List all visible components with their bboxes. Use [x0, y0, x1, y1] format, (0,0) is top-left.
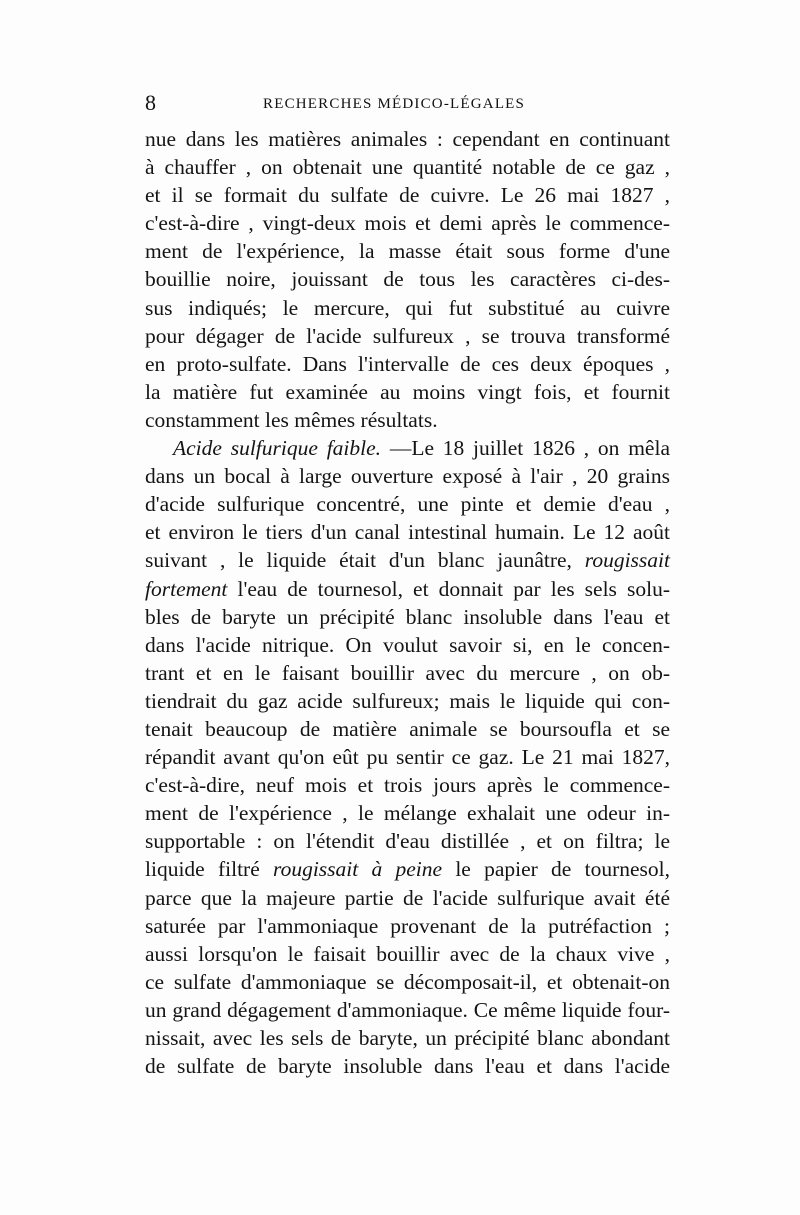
- text-segment: trant et en le faisant bouillir avec du mercure , on ob-: [145, 660, 670, 685]
- text-line: [145, 406, 670, 434]
- text-segment: en proto-sulfate. Dans l'intervalle de ces deux époques ,: [145, 351, 670, 376]
- text-line: [145, 855, 670, 883]
- text-line: [145, 125, 670, 153]
- text-line: [145, 631, 670, 659]
- page-header: [145, 90, 670, 120]
- text-segment: c'est-à-dire , vingt-deux mois et demi après le commence-: [145, 211, 670, 236]
- text-segment: c'est-à-dire, neuf mois et trois jours après le commence-: [145, 773, 670, 798]
- text-segment: liquide filtré: [145, 857, 274, 882]
- text-segment: suivant , le liquide était d'un blanc jaunâtre,: [145, 548, 585, 573]
- text-segment: bouillie noire, jouissant de tous les caractères ci-des-: [145, 267, 670, 292]
- text-line: [145, 434, 670, 462]
- text-line: [145, 378, 670, 406]
- text-line: [145, 350, 670, 378]
- text-line: [145, 153, 670, 181]
- text-segment: répandit avant qu'on eût pu sentir ce gaz. Le 21 mai 1827,: [145, 745, 670, 770]
- text-segment: —Le 18 juillet 1826 , on mêla: [381, 436, 670, 461]
- text-segment: parce que la majeure partie de l'acide sulfurique avait été: [145, 885, 670, 910]
- text-line: [145, 687, 670, 715]
- text-line: [145, 603, 670, 631]
- text-line: [145, 1052, 670, 1080]
- text-segment: supportable : on l'étendit d'eau distillée , et on filtra; le: [145, 829, 670, 854]
- italic-text: rougissait: [584, 548, 670, 573]
- text-line: [145, 546, 670, 574]
- text-line: [145, 912, 670, 940]
- text-segment: nue dans les matières animales : cependant en continuant: [145, 127, 670, 151]
- text-line: [145, 294, 670, 322]
- text-line: [145, 996, 670, 1024]
- text-segment: le papier de tournesol,: [442, 857, 670, 882]
- text-segment: de sulfate de baryte insoluble dans l'eau et dans l'acide: [145, 1054, 670, 1079]
- text-line: [145, 462, 670, 490]
- text-line: [145, 743, 670, 771]
- text-line: [145, 237, 670, 265]
- text-line: [145, 884, 670, 912]
- text-line: [145, 659, 670, 687]
- text-line: [145, 518, 670, 546]
- running-title: RECHERCHES MÉDICO-LÉGALES: [263, 96, 526, 112]
- text-line: [145, 209, 670, 237]
- text-segment: ment de l'expérience , le mélange exhalait une odeur in-: [145, 801, 670, 826]
- text-line: [145, 575, 670, 603]
- text-segment: ment de l'expérience, la masse était sous forme d'une: [145, 239, 670, 264]
- text-segment: pour dégager de l'acide sulfureux , se trouva transformé: [145, 323, 670, 348]
- text-line: [145, 715, 670, 743]
- body-text: [145, 125, 670, 1080]
- text-segment: d'acide sulfurique concentré, une pinte et demie d'eau ,: [145, 492, 670, 517]
- text-segment: sus indiqués; le mercure, qui fut substitué au cuivre: [145, 295, 670, 320]
- text-segment: l'eau de tournesol, et donnait par les sels solu-: [227, 576, 670, 601]
- text-line: [145, 968, 670, 996]
- text-segment: la matière fut examinée au moins vingt fois, et fournit: [145, 379, 670, 404]
- text-line: [145, 322, 670, 350]
- text-line: [145, 490, 670, 518]
- text-segment: aussi lorsqu'on le faisait bouillir avec de la chaux vive ,: [145, 941, 670, 966]
- text-line: [145, 940, 670, 968]
- text-segment: tenait beaucoup de matière animale se boursoufla et se: [145, 716, 670, 741]
- text-segment: constamment les mêmes résultats.: [145, 407, 438, 432]
- text-segment: un grand dégagement d'ammoniaque. Ce même liquide four-: [145, 997, 670, 1022]
- text-line: [145, 827, 670, 855]
- italic-text: Acide sulfurique faible.: [173, 436, 382, 461]
- text-segment: et environ le tiers d'un canal intestinal humain. Le 12 août: [145, 520, 670, 545]
- text-line: [145, 265, 670, 293]
- text-line: [145, 771, 670, 799]
- italic-text: fortement: [145, 576, 228, 601]
- text-line: [145, 799, 670, 827]
- text-line: [145, 181, 670, 209]
- text-segment: bles de baryte un précipité blanc insoluble dans l'eau et: [145, 604, 670, 629]
- italic-text: rougissait à peine: [273, 857, 443, 882]
- text-segment: dans l'acide nitrique. On voulut savoir si, en le concen-: [145, 632, 670, 657]
- text-segment: et il se formait du sulfate de cuivre. Le 26 mai 1827 ,: [145, 183, 670, 208]
- text-segment: nissait, avec les sels de baryte, un précipité blanc abondant: [145, 1026, 670, 1050]
- text-segment: dans un bocal à large ouverture exposé à l'air , 20 grains: [145, 464, 670, 489]
- page-number: 8: [145, 90, 156, 115]
- text-line: [145, 1024, 670, 1052]
- text-segment: à chauffer , on obtenait une quantité notable de ce gaz ,: [145, 155, 670, 180]
- text-segment: saturée par l'ammoniaque provenant de la putréfaction ;: [145, 913, 670, 938]
- text-segment: tiendrait du gaz acide sulfureux; mais le liquide qui con-: [145, 688, 670, 713]
- text-segment: ce sulfate d'ammoniaque se décomposait-il, et obtenait-on: [145, 969, 670, 994]
